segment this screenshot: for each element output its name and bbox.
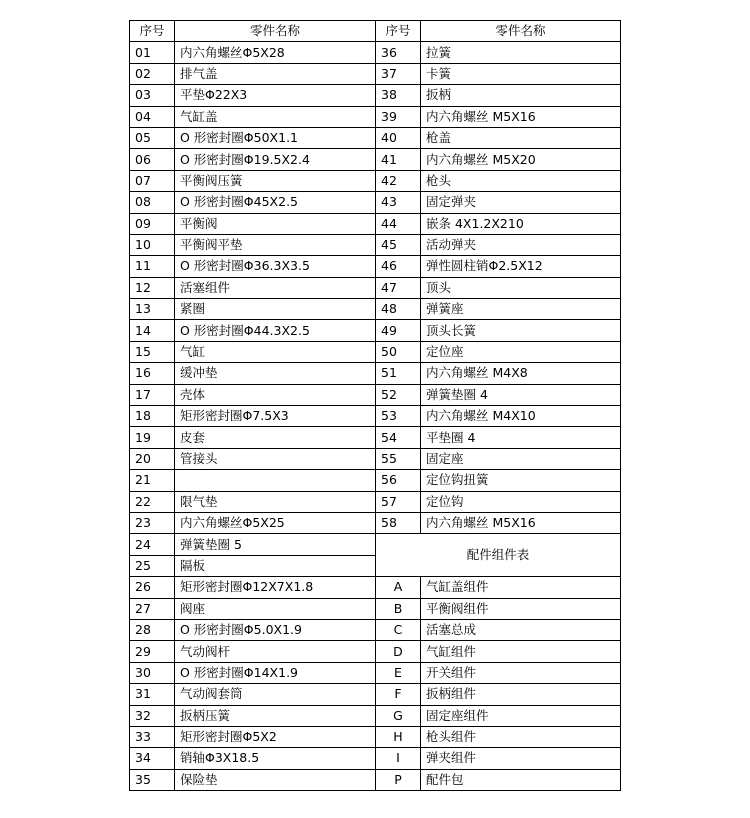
part-name: 内六角螺丝 M5X16 (421, 106, 621, 127)
part-name: 气缸盖 (175, 106, 376, 127)
part-name: 平垫Φ22X3 (175, 85, 376, 106)
part-name: 紧圈 (175, 299, 376, 320)
part-number: 39 (376, 106, 421, 127)
part-number: 19 (130, 427, 175, 448)
part-name: 壳体 (175, 384, 376, 405)
part-name (175, 470, 376, 491)
part-name: 气动阀杆 (175, 641, 376, 662)
part-number: 02 (130, 63, 175, 84)
table-row (130, 170, 621, 191)
part-number: 44 (376, 213, 421, 234)
part-number: 16 (130, 363, 175, 384)
assembly-code: D (376, 641, 421, 662)
table-row (130, 234, 621, 255)
part-number: 10 (130, 234, 175, 255)
part-name: O 形密封圈Φ36.3X3.5 (175, 256, 376, 277)
part-number: 53 (376, 406, 421, 427)
part-number: 38 (376, 85, 421, 106)
part-name: 矩形密封圈Φ5X2 (175, 726, 376, 747)
part-number: 25 (130, 555, 175, 576)
assembly-table-title: 配件组件表 (376, 534, 621, 577)
part-name: 固定弹夹 (421, 192, 621, 213)
table-row (130, 256, 621, 277)
part-name: 弹簧座 (421, 299, 621, 320)
parts-list-sheet (129, 20, 620, 791)
part-number: 35 (130, 769, 175, 790)
table-row (130, 577, 621, 598)
assembly-code: C (376, 619, 421, 640)
part-number: 26 (130, 577, 175, 598)
table-row (130, 619, 621, 640)
part-number: 12 (130, 277, 175, 298)
part-number: 11 (130, 256, 175, 277)
part-number: 28 (130, 619, 175, 640)
part-number: 33 (130, 726, 175, 747)
part-number: 31 (130, 684, 175, 705)
table-row (130, 662, 621, 683)
part-name: 矩形密封圈Φ12X7X1.8 (175, 577, 376, 598)
table-row (130, 149, 621, 170)
part-number: 04 (130, 106, 175, 127)
parts-table-body (130, 42, 621, 791)
assembly-name: 平衡阀组件 (421, 598, 621, 619)
part-name: 内六角螺丝 M4X8 (421, 363, 621, 384)
part-name: 销轴Φ3X18.5 (175, 748, 376, 769)
part-number: 48 (376, 299, 421, 320)
assembly-code: E (376, 662, 421, 683)
part-number: 27 (130, 598, 175, 619)
part-number: 29 (130, 641, 175, 662)
table-row (130, 726, 621, 747)
part-number: 09 (130, 213, 175, 234)
part-name: 皮套 (175, 427, 376, 448)
part-name: 顶头长簧 (421, 320, 621, 341)
part-name: 扳柄 (421, 85, 621, 106)
table-row (130, 406, 621, 427)
part-name: O 形密封圈Φ14X1.9 (175, 662, 376, 683)
part-number: 46 (376, 256, 421, 277)
part-name: 扳柄压簧 (175, 705, 376, 726)
header-name-left: 零件名称 (175, 21, 376, 42)
part-number: 14 (130, 320, 175, 341)
assembly-code: I (376, 748, 421, 769)
part-number: 47 (376, 277, 421, 298)
part-name: 定位钩扭簧 (421, 470, 621, 491)
assembly-name: 固定座组件 (421, 705, 621, 726)
part-number: 37 (376, 63, 421, 84)
part-number: 17 (130, 384, 175, 405)
part-name: 拉簧 (421, 42, 621, 63)
part-name: 平衡阀 (175, 213, 376, 234)
part-number: 20 (130, 448, 175, 469)
assembly-code: P (376, 769, 421, 790)
part-name: 平衡阀压簧 (175, 170, 376, 191)
part-name: 定位座 (421, 341, 621, 362)
table-row (130, 448, 621, 469)
table-row (130, 277, 621, 298)
table-row (130, 213, 621, 234)
assembly-name: 弹夹组件 (421, 748, 621, 769)
part-name: 嵌条 4X1.2X210 (421, 213, 621, 234)
part-name: O 形密封圈Φ45X2.5 (175, 192, 376, 213)
part-number: 01 (130, 42, 175, 63)
part-number: 06 (130, 149, 175, 170)
part-name: 缓冲垫 (175, 363, 376, 384)
table-row (130, 470, 621, 491)
assembly-name: 活塞总成 (421, 619, 621, 640)
part-name: 内六角螺丝 M4X10 (421, 406, 621, 427)
part-name: 定位钩 (421, 491, 621, 512)
part-number: 13 (130, 299, 175, 320)
table-row (130, 341, 621, 362)
part-number: 21 (130, 470, 175, 491)
part-number: 45 (376, 234, 421, 255)
part-name: 平垫圈 4 (421, 427, 621, 448)
table-row (130, 85, 621, 106)
table-row (130, 427, 621, 448)
parts-table (129, 20, 621, 791)
part-number: 36 (376, 42, 421, 63)
part-number: 40 (376, 127, 421, 148)
header-row (130, 21, 621, 42)
part-number: 54 (376, 427, 421, 448)
assembly-name: 开关组件 (421, 662, 621, 683)
part-name: 活塞组件 (175, 277, 376, 298)
part-number: 23 (130, 512, 175, 533)
part-name: 限气垫 (175, 491, 376, 512)
part-number: 56 (376, 470, 421, 491)
part-number: 43 (376, 192, 421, 213)
part-name: 顶头 (421, 277, 621, 298)
part-number: 08 (130, 192, 175, 213)
part-number: 03 (130, 85, 175, 106)
assembly-code: B (376, 598, 421, 619)
part-number: 58 (376, 512, 421, 533)
part-number: 07 (130, 170, 175, 191)
part-name: 活动弹夹 (421, 234, 621, 255)
part-number: 55 (376, 448, 421, 469)
table-row (130, 748, 621, 769)
part-number: 52 (376, 384, 421, 405)
part-number: 49 (376, 320, 421, 341)
table-row (130, 63, 621, 84)
table-row (130, 641, 621, 662)
part-name: 平衡阀平垫 (175, 234, 376, 255)
table-row (130, 384, 621, 405)
part-number: 32 (130, 705, 175, 726)
part-name: 内六角螺丝Φ5X25 (175, 512, 376, 533)
part-name: 矩形密封圈Φ7.5X3 (175, 406, 376, 427)
part-name: 卡簧 (421, 63, 621, 84)
part-number: 22 (130, 491, 175, 512)
table-row (130, 42, 621, 63)
table-row (130, 598, 621, 619)
table-row (130, 299, 621, 320)
part-number: 57 (376, 491, 421, 512)
part-number: 18 (130, 406, 175, 427)
part-name: 气缸 (175, 341, 376, 362)
part-number: 30 (130, 662, 175, 683)
assembly-code: G (376, 705, 421, 726)
part-number: 34 (130, 748, 175, 769)
part-name: 枪盖 (421, 127, 621, 148)
part-number: 15 (130, 341, 175, 362)
part-number: 51 (376, 363, 421, 384)
part-name: 阀座 (175, 598, 376, 619)
header-no-left: 序号 (130, 21, 175, 42)
part-name: 气动阀套筒 (175, 684, 376, 705)
part-number: 24 (130, 534, 175, 555)
header-name-right: 零件名称 (421, 21, 621, 42)
table-row (130, 192, 621, 213)
part-name: 内六角螺丝 M5X20 (421, 149, 621, 170)
table-row (130, 491, 621, 512)
table-row (130, 534, 621, 555)
table-row (130, 512, 621, 533)
part-name: O 形密封圈Φ44.3X2.5 (175, 320, 376, 341)
part-name: 内六角螺丝 M5X16 (421, 512, 621, 533)
assembly-code: F (376, 684, 421, 705)
part-name: 弹性圆柱销Φ2.5X12 (421, 256, 621, 277)
part-name: 枪头 (421, 170, 621, 191)
assembly-name: 枪头组件 (421, 726, 621, 747)
table-row (130, 684, 621, 705)
part-name: 隔板 (175, 555, 376, 576)
table-row (130, 106, 621, 127)
part-name: 保险垫 (175, 769, 376, 790)
part-number: 05 (130, 127, 175, 148)
assembly-name: 配件包 (421, 769, 621, 790)
part-name: O 形密封圈Φ5.0X1.9 (175, 619, 376, 640)
assembly-name: 气缸盖组件 (421, 577, 621, 598)
table-row (130, 363, 621, 384)
assembly-code: A (376, 577, 421, 598)
part-number: 50 (376, 341, 421, 362)
table-row (130, 127, 621, 148)
part-name: 弹簧垫圈 5 (175, 534, 376, 555)
part-name: 固定座 (421, 448, 621, 469)
assembly-name: 扳柄组件 (421, 684, 621, 705)
part-name: O 形密封圈Φ19.5X2.4 (175, 149, 376, 170)
part-name: 弹簧垫圈 4 (421, 384, 621, 405)
part-name: 管接头 (175, 448, 376, 469)
header-no-right: 序号 (376, 21, 421, 42)
part-name: O 形密封圈Φ50X1.1 (175, 127, 376, 148)
table-row (130, 320, 621, 341)
part-name: 内六角螺丝Φ5X28 (175, 42, 376, 63)
assembly-name: 气缸组件 (421, 641, 621, 662)
part-name: 排气盖 (175, 63, 376, 84)
table-row (130, 705, 621, 726)
part-number: 41 (376, 149, 421, 170)
assembly-code: H (376, 726, 421, 747)
table-row (130, 769, 621, 790)
part-number: 42 (376, 170, 421, 191)
